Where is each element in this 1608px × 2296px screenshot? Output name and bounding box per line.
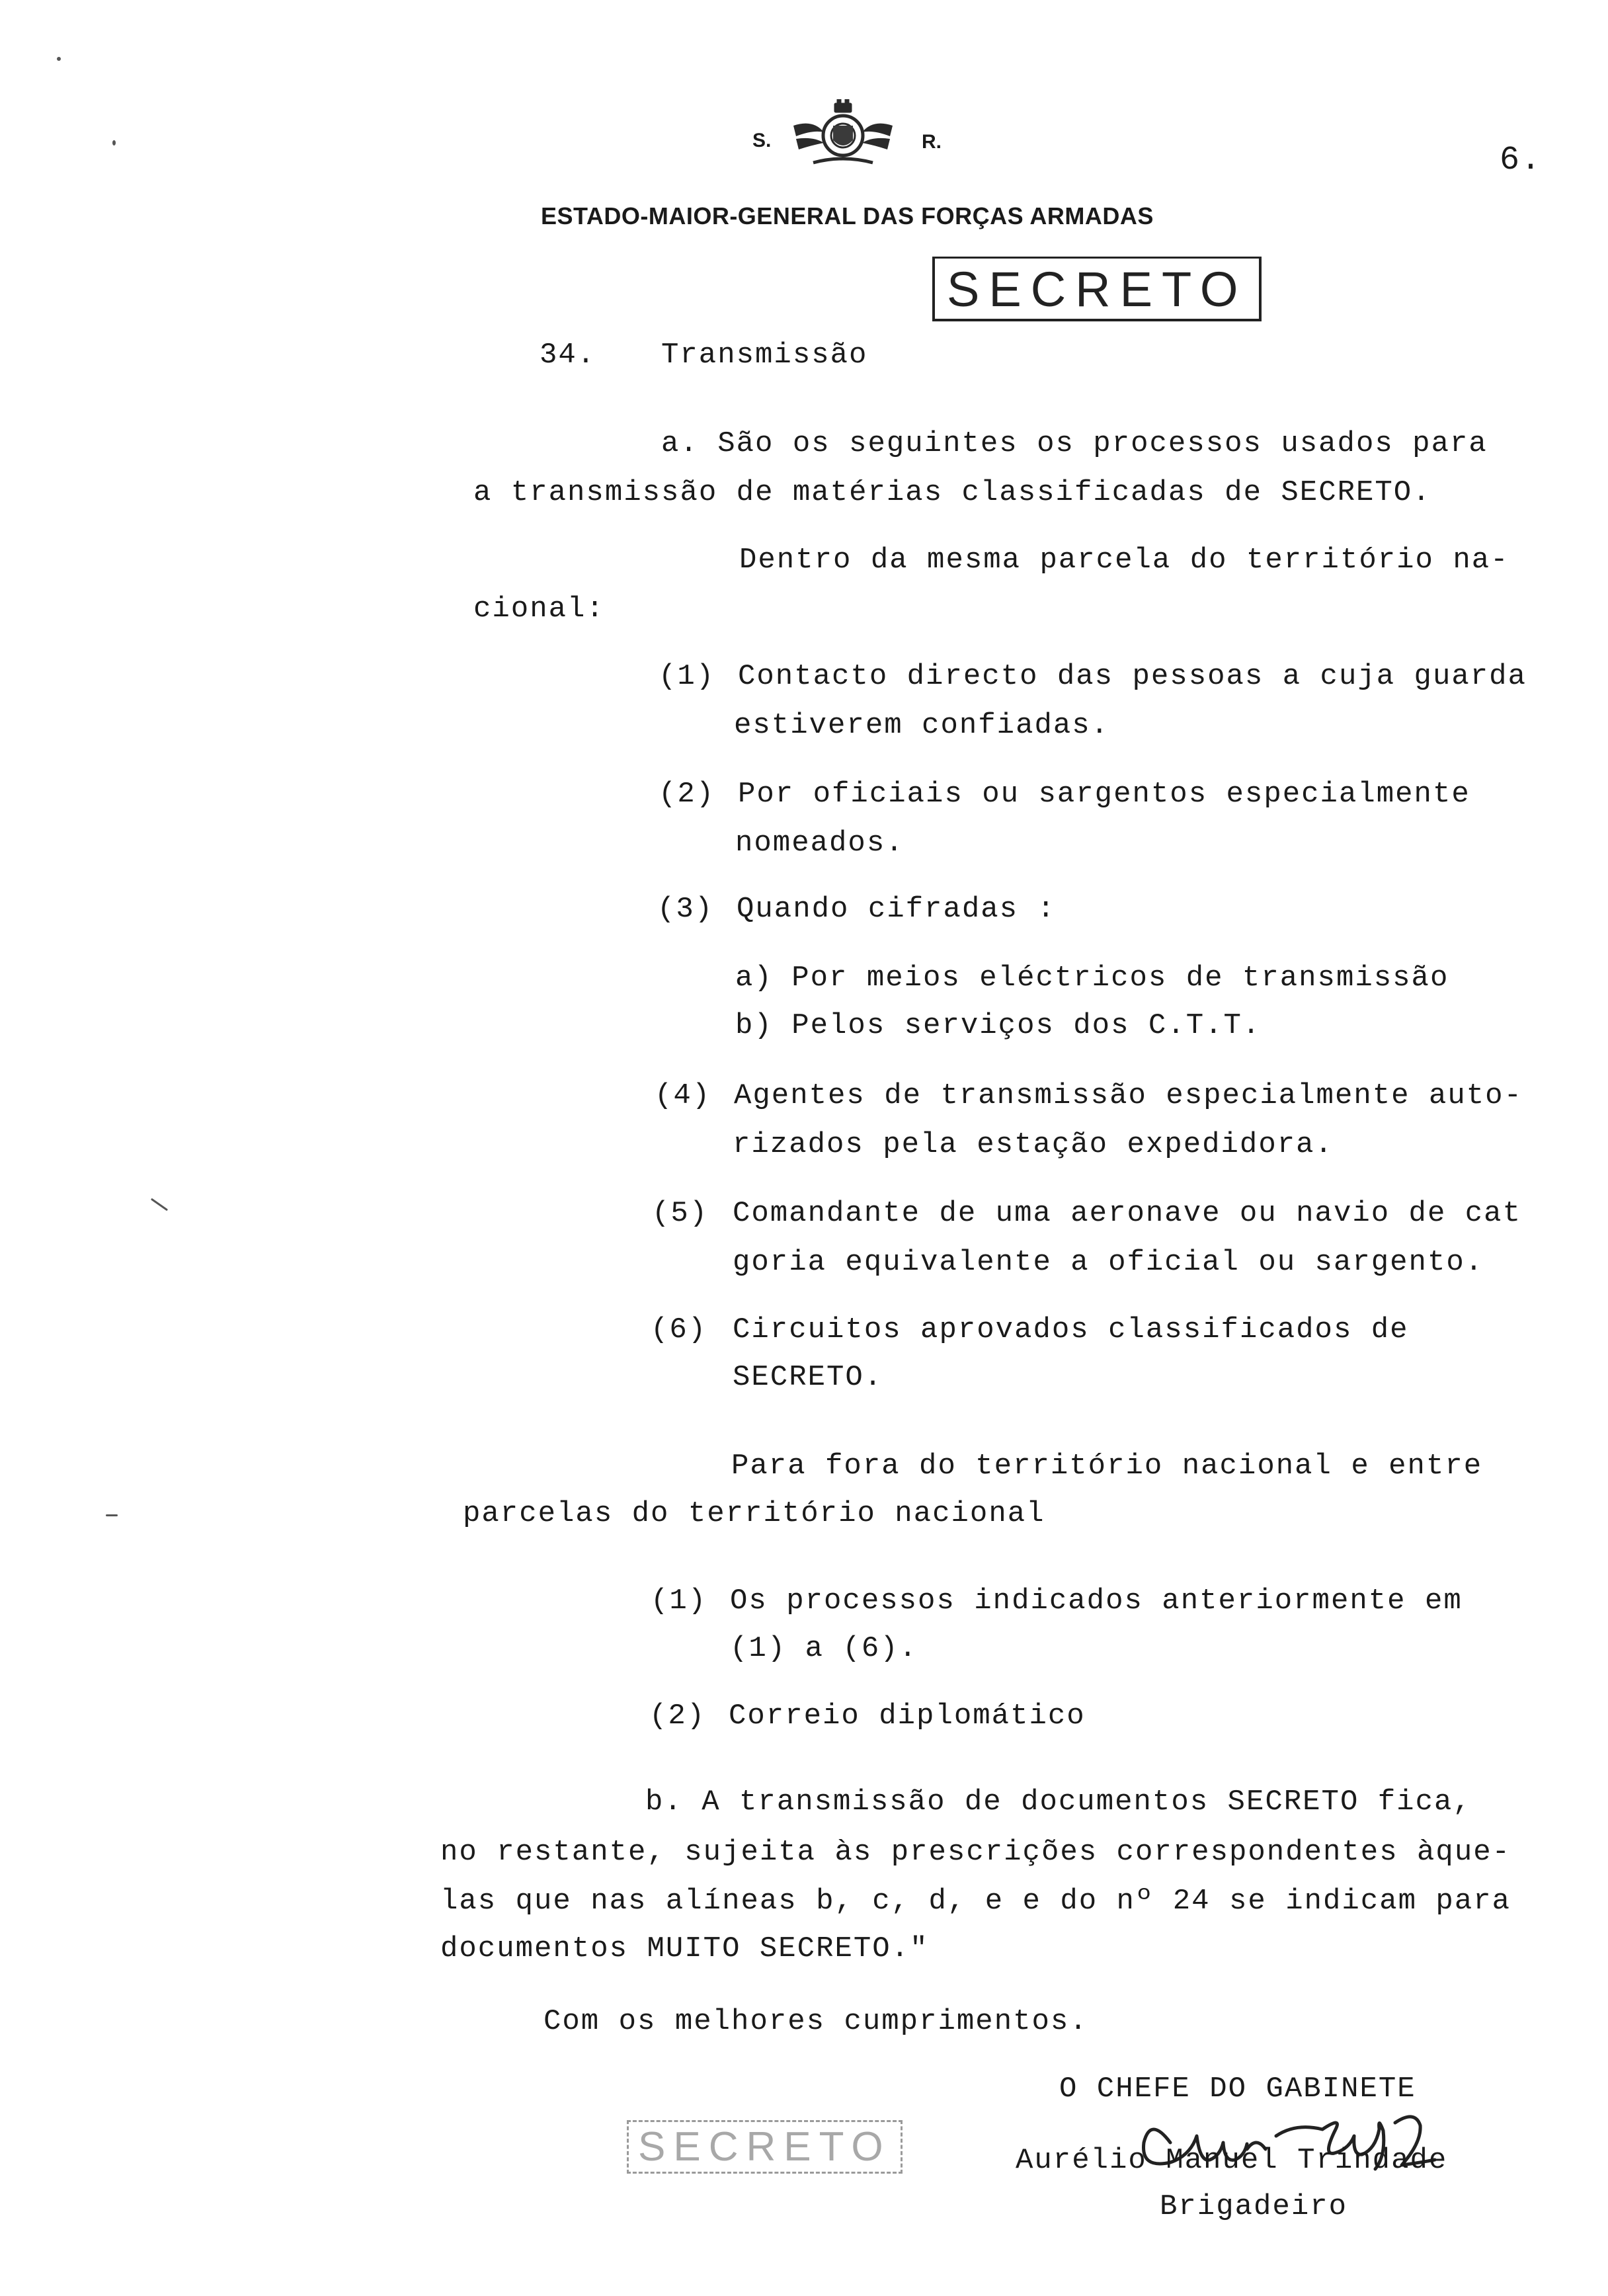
scan-speck	[57, 57, 61, 61]
list-item-number: (2)	[649, 1700, 706, 1733]
para-b-line-4: documentos MUITO SECRETO."	[440, 1932, 929, 1965]
scan-speck	[151, 1198, 168, 1211]
list-subitem-text: a) Por meios eléctricos de transmissão	[735, 962, 1449, 995]
list-item-text: goria equivalente a oficial ou sargento.	[733, 1246, 1484, 1279]
para-b-line-2: no restante, sujeita às prescrições correspondentes àque-	[440, 1836, 1511, 1869]
signature-rank: Brigadeiro	[1160, 2190, 1348, 2223]
list-item-text: Por oficiais ou sargentos especialmente	[738, 778, 1470, 811]
para-a-sub-line-2: cional:	[473, 593, 605, 626]
list-item-text: Os processos indicados anteriormente em	[730, 1584, 1463, 1618]
list-item-text: Quando cifradas :	[737, 893, 1056, 926]
organization-heading: ESTADO-MAIOR-GENERAL DAS FORÇAS ARMADAS	[541, 202, 1154, 229]
list-item-text: Correio diplomático	[729, 1700, 1086, 1733]
coat-of-arms-icon	[787, 99, 899, 172]
list-item-number: (4)	[655, 1079, 711, 1112]
list-item-text: Comandante de uma aeronave ou navio de cat	[733, 1197, 1521, 1230]
page-number: 6.	[1500, 142, 1543, 179]
list-item-text: SECRETO.	[733, 1361, 883, 1394]
list-item-text: nomeados.	[735, 827, 904, 860]
crest-right-letter: R.	[922, 131, 942, 153]
para-a-line-1: a. São os seguintes os processos usados para	[661, 427, 1488, 460]
list-item-text: Circuitos aprovados classificados de	[733, 1313, 1409, 1346]
list-item-number: (1)	[659, 660, 715, 693]
section-title: Transmissão	[661, 339, 868, 372]
classification-stamp: SECRETO	[932, 257, 1262, 321]
list-item-number: (6)	[651, 1313, 707, 1346]
list-item-number: (3)	[657, 893, 714, 926]
para-b-line-3: las que nas alíneas b, c, d, e e do nº 24 se indicam para	[440, 1885, 1511, 1918]
crest-left-letter: S.	[752, 130, 772, 151]
list-item-text: rizados pela estação expedidora.	[733, 1128, 1334, 1161]
scan-speck	[112, 140, 116, 145]
section-number: 34.	[540, 339, 596, 372]
external-intro-line-2: parcelas do território nacional	[463, 1497, 1045, 1530]
scan-speck	[106, 1514, 118, 1516]
list-subitem-text: b) Pelos serviços dos C.T.T.	[735, 1009, 1262, 1042]
list-item-text: (1) a (6).	[730, 1632, 918, 1665]
para-a-sub-line-1: Dentro da mesma parcela do território na-	[739, 544, 1509, 577]
closing-text: Com os melhores cumprimentos.	[543, 2005, 1088, 2038]
signature-name: Aurélio Manuel Trindade	[1016, 2144, 1448, 2177]
list-item-text: Contacto directo das pessoas a cuja guarda	[738, 660, 1527, 693]
para-b-line-1: b. A transmissão de documentos SECRETO fica,	[645, 1785, 1472, 1819]
external-intro-line-1: Para fora do território nacional e entre	[731, 1450, 1483, 1483]
signature-role: O CHEFE DO GABINETE	[1059, 2072, 1416, 2106]
para-a-line-2: a transmissão de matérias classificadas de SECRETO.	[473, 476, 1431, 509]
list-item-text: Agentes de transmissão especialmente auto-	[734, 1079, 1523, 1112]
list-item-number: (1)	[651, 1584, 707, 1618]
footer-classification-stamp: SECRETO	[627, 2120, 903, 2174]
list-item-text: estiverem confiadas.	[734, 709, 1110, 742]
list-item-number: (2)	[659, 778, 715, 811]
list-item-number: (5)	[652, 1197, 709, 1230]
